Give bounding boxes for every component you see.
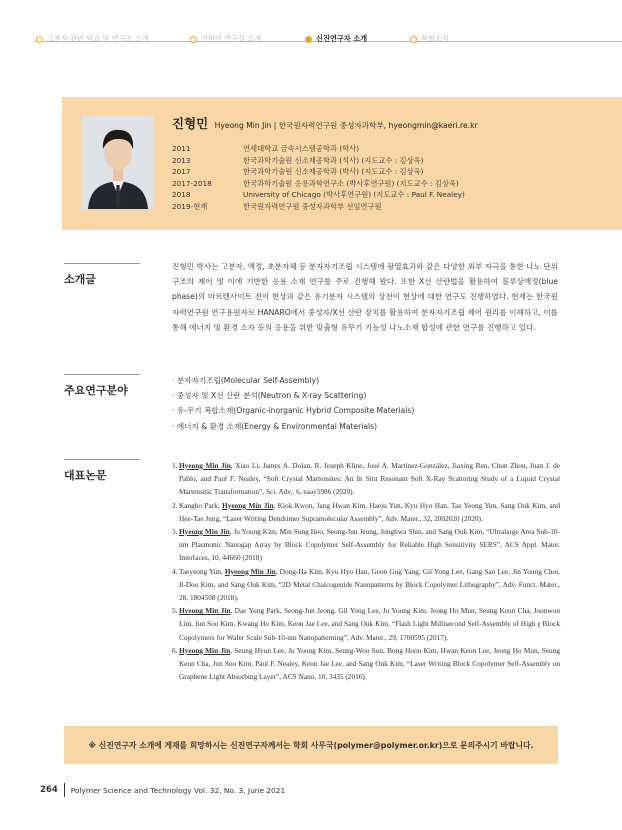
history-row: 2018 University of Chicago (박사후연구원) (지도교수 : Paul F. Nealey)	[172, 190, 465, 199]
footer-divider	[64, 783, 65, 797]
list-item: · 에너지 & 환경 소재(Energy & Environmental Materials)	[172, 421, 378, 431]
nav-dot-icon	[190, 36, 197, 43]
profile-panel	[62, 97, 622, 230]
person-portrait-icon	[82, 115, 154, 209]
paper-text: , Seung Hyun Lee, Ju Young Kim, Seung-Woo Son, Bong Hoon Kim, Hwan Keon Lee, Jeong Ho Mun, Seung Keun Cha, Jun Soo Kim, Paul F. Nealey, Keon Jae Lee, and Sang Ouk Kim, “Laser Writing Block Copolymer Self-Assembly on Graphene Light Absorbing Layer”, ACS Nano, 10, 3435 (2016).	[179, 645, 560, 682]
paper-author-highlight: Hyeong Min Jin	[222, 500, 274, 510]
paper-entry: 3. Hyeong Min Jin, Ju Young Kim, Min Sung Heo, Seong-Jun Jeong, Jonghwa Shin, and Sang Ouk Kim, “Ultralarge Area Sub-10-nm Plasmonic Nanogap Array by Block Copolymer Self-Assembly for Reliable High Sensitivity SERS”, ACS Appl. Mater. Interfaces, 10, 44660 (2018)	[172, 527, 560, 563]
profile-photo	[82, 115, 154, 209]
paper-text: , Kiok Kwon, Jang Hwan Kim, Haeju Yun, Kyu Hyo Han, Tae Yeong Yun, Sang Ouk Kim, and Hee-Tae Jung, “Laser Writing Dendrimer Supramolecular Assembly”, Adv. Mater., 32, 2002620 (2020).	[179, 500, 560, 523]
paper-entry: 5. Hyeong Min Jin, Dae Yong Park, Seong-Jun Jeong, Gil Yong Lee, Ju Young Kim, Jeong Ho Mun, Seung Keun Cha, Joonwon Lim, Jun Soo Kim, Kwang Ho Kim, Keon Jae Lee, and Sang Ouk Kim, “Flash Light Millisecond Self-Assembly of High χ Block Copolymers for Wafer Scale Sub-10-nm Nanopatterning”, Adv. Mater., 29, 1700595 (2017).	[172, 606, 560, 642]
history-row: 2019-현재 한국원자력연구원 중성자과학부 선임연구원	[172, 201, 382, 211]
nav-item-label: 고분자 관련 학교 및 연구소 소개	[47, 34, 149, 43]
section-divider	[64, 459, 140, 460]
list-item: · 분자자기조립(Molecular Self-Assembly)	[172, 376, 320, 385]
paper-author-highlight: Hyeong Min Jin	[179, 606, 231, 616]
paper-text: , Xiao Li, James A. Dolan, R. Joseph Kline, José A. Martínez-González, Jiaxing Ren, Chun Zhou, Juan J. de Pablo, and Paul F. Nealey, “Soft Crystal Martensites: An In Situ Resonant Soft X-Ray Scattering Study of a Liquid Crystal Martensitic Transformation”, Sci. Adv., 6, eaay5986 (2020).	[179, 461, 560, 497]
papers-heading: 대표논문	[64, 469, 107, 482]
nav-item-schools[interactable]	[36, 34, 149, 44]
affiliation: 한국원자력연구원 중성자과학부, hyeongmin@kaeri.re.kr	[278, 121, 478, 130]
section-divider	[64, 263, 140, 264]
history-row: 2017 한국과학기술원 신소재공학과 (박사) (지도교수 : 김상욱)	[172, 167, 424, 176]
nav-dot-icon	[36, 36, 43, 43]
nav-item-news[interactable]	[410, 34, 449, 44]
nav-dot-icon	[305, 36, 312, 43]
research-areas-list	[172, 373, 558, 434]
paper-text: , Dae Yong Park, Seong-Jun Jeong, Gil Yong Lee, Ju Young Kim, Jeong Ho Mun, Seung Keun Cha, Joonwon Lim, Jun Soo Kim, Kwang Ho Kim, Keon Jae Lee, and Sang Ouk Kim, “Flash Light Millisecond Self-Assembly of High χ Block Copolymers for Wafer Scale Sub-10-nm Nanopatterning”, Adv. Mater., 29, 1700595 (2017).	[179, 606, 560, 642]
paper-author-highlight: Hyeong Min Jin	[224, 566, 276, 576]
paper-entry: 6. Hyeong Min Jin, Seung Hyun Lee, Ju Young Kim, Seung-Woo Son, Bong Hoon Kim, Hwan Keon Lee, Jeong Ho Mun, Seung Keun Cha, Jun Soo Kim, Paul F. Nealey, Keon Jae Lee, and Sang Ouk Kim, “Laser Writing Block Copolymer Self-Assembly on Graphene Light Absorbing Layer”, ACS Nano, 10, 3435 (2016).	[172, 645, 560, 682]
paper-entry: 2. Kangho Park, Hyeong Min Jin, Kiok Kwon, Jang Hwan Kim, Haeju Yun, Kyu Hyo Han, Tae Yeong Yun, Sang Ouk Kim, and Hee-Tae Jung, “Laser Writing Dendrimer Supramolecular Assembly”, Adv. Mater., 32, 2002620 (2020).	[172, 500, 560, 523]
areas-heading: 주요연구분야	[64, 384, 128, 397]
section-nav	[0, 0, 622, 110]
nav-item-labs[interactable]	[190, 34, 261, 44]
page-number: 264	[40, 785, 58, 795]
paper-entry: 1. Hyeong Min Jin, Xiao Li, James A. Dolan, R. Joseph Kline, José A. Martínez-González, Jiaxing Ren, Chun Zhou, Juan J. de Pablo, and Paul F. Nealey, “Soft Crystal Martensites: An In Situ Resonant Soft X-Ray Scattering Study of a Liquid Crystal Martensitic Transformation”, Sci. Adv., 6, eaay5986 (2020).	[172, 461, 560, 497]
career-history	[172, 143, 465, 212]
name-english: Hyeong Min Jin	[214, 121, 272, 130]
name-separator: |	[273, 121, 277, 130]
nav-dot-icon	[410, 36, 417, 43]
paper-text-before: Kangho Park,	[179, 500, 223, 510]
history-row: 2011 연세대학교 금속시스템공학과 (학사)	[172, 144, 360, 153]
paper-text: , Dong-Ha Kim, Kyu Hyo Han, Geon Gug Yang, Gil Yong Lee, Gang San Lee, Jin Young Choi, Il-Doo Kim, and Sang Ouk Kim, “2D Metal Chalcogenide Nanopatterns by Block Copolymer Lithography”, Adv. Funct. Mater., 28, 1804508 (2018).	[179, 566, 560, 603]
intro-text: 진형민 박사는 고분자, 액정, 초분자체 등 분자자기조립 시스템에 광열효과와 같은 다양한 외부 자극을 통한 나노 단위 구조의 제어 및 이에 기반한 응용 소재 연구를 주로 진행해 왔다. 또한 X선 산란법을 활용하여 블루상액정(blue phase)의 마르텐사이트 전이 현상과 같은 유기분자 시스템의 상전이 현상에 대한 연구도 진행하였다. 현재는 한국원자력연구원 연구용원자로 HANARO에서 중성자/X선 산란 장치를 활용하여 분자자기조립 제어 원리를 이해하고, 이를 통해 에너지 및 환경 소자 등의 응용을 위한 맞춤형 유무기 기능성 나노소재 합성에 관한 연구를 진행하고 있다.	[172, 262, 558, 332]
list-item: · 유-무기 복합소재(Organic-inorganic Hybrid Composite Materials)	[172, 406, 415, 416]
paper-author-highlight: Hyeong Min Jin	[179, 461, 231, 470]
nav-item-label: 신학연 연구실 소개	[201, 34, 262, 43]
list-item: · 중성자 및 X선 산란 분석(Neutron & X-ray Scattering)	[172, 391, 367, 401]
paper-author-highlight: Hyeong Min Jin	[179, 645, 231, 655]
paper-entry: 4. Taeyeong Yun, Hyeong Min Jin, Dong-Ha Kim, Kyu Hyo Han, Geon Gug Yang, Gil Yong Lee, Gang San Lee, Jin Young Choi, Il-Doo Kim, and Sang Ouk Kim, “2D Metal Chalcogenide Nanopatterns by Block Copolymer Lithography”, Adv. Funct. Mater., 28, 1804508 (2018).	[172, 566, 560, 603]
intro-heading: 소개글	[64, 273, 96, 286]
paper-author-highlight: Hyeong Min Jin	[179, 527, 230, 537]
nav-item-young-researchers[interactable]	[305, 34, 367, 44]
paper-text-before: Taeyeong Yun,	[179, 566, 225, 576]
history-row: 2013 한국과학기술원 신소재공학과 (석사) (지도교수 : 김상욱)	[172, 155, 424, 165]
page-footer	[40, 783, 285, 797]
journal-info: Polymer Science and Technology Vol. 32, No. 3, June 2021	[70, 785, 286, 795]
history-row: 2017-2018 한국과학기술원 응용과학연구소 (박사후연구원) (지도교수 : 김상욱)	[172, 178, 459, 188]
profile-name-line	[172, 114, 478, 132]
papers-list	[172, 459, 560, 683]
section-divider	[64, 374, 140, 375]
contact-notice: ※ 신진연구자 소개에 게재를 희망하시는 신진연구자께서는 학회 사무국(polymer@polymer.or.kr)으로 문의주시기 바랍니다.	[64, 726, 558, 764]
paper-text: , Ju Young Kim, Min Sung Heo, Seong-Jun Jeong, Jonghwa Shin, and Sang Ouk Kim, “Ultralarge Area Sub-10-nm Plasmonic Nanogap Array by Block Copolymer Self-Assembly for Reliable High Sensitivity SERS”, ACS Appl. Mater. Interfaces, 10, 44660 (2018)	[179, 527, 560, 563]
name-korean: 진형민	[172, 116, 209, 131]
nav-item-label: 학회소식	[421, 34, 449, 43]
nav-item-label: 신진연구자 소개	[316, 34, 368, 43]
